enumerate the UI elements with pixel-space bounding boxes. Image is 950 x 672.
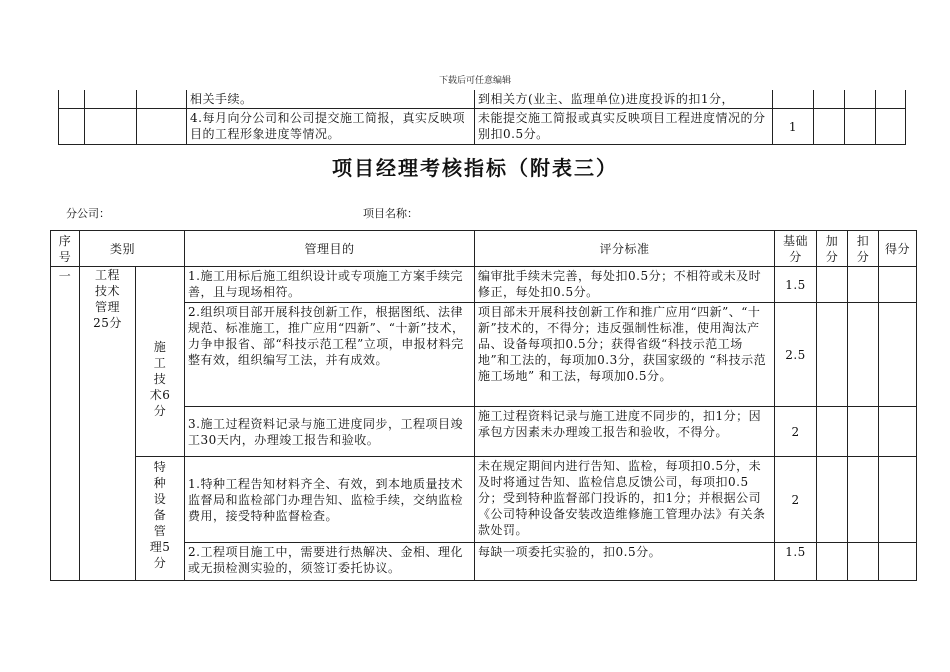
standard-cell: 施工过程资料记录与施工进度不同步的，扣1分；因承包方因素未办理竣工报告和验收，不得分。	[475, 407, 775, 457]
subcategory-construction-tech: 施工技术6分	[136, 303, 185, 457]
standard-cell: 到相关方(业主、监理单位)进度投诉的扣1分，	[475, 90, 773, 109]
table-row	[59, 90, 906, 109]
page-title: 项目经理考核指标（附表三）	[332, 156, 618, 180]
seq-cell: 一	[51, 267, 80, 581]
standard-cell: 项目部未开展科技创新工作和推广应用“四新”、“十新”技术的，不得分；违反强制性标准，使用淘汰产品、设备每项扣0.5分；获得省级“科技示范工场地”和工法的，每项加0.3分，获国家级的 “科技示范施工场地” 和工法，每项加0.5分。	[475, 303, 775, 407]
assessment-table	[50, 230, 917, 581]
purpose-cell: 3.施工过程资料记录与施工进度同步，工程项目竣工30天内，办理竣工报告和验收。	[185, 407, 475, 457]
header-add: 加分	[817, 231, 848, 267]
header-purpose: 管理目的	[185, 231, 475, 267]
base-score-cell: 2	[775, 457, 817, 543]
header-base: 基础分	[775, 231, 817, 267]
table-header-row	[51, 231, 917, 267]
purpose-cell: 2.工程项目施工中，需要进行热解决、金相、理化或无损检测实验的，须签订委托协议。	[185, 543, 475, 581]
header-note: 下载后可任意编辑	[438, 76, 511, 86]
purpose-cell: 4.每月向分公司和公司提交施工简报，真实反映项目的工程形象进度等情况。	[187, 109, 475, 145]
header-deduct: 扣分	[848, 231, 879, 267]
subcategory-special-equipment: 特种设备管理5分	[136, 457, 185, 581]
table-row	[51, 267, 917, 303]
header-score: 得分	[879, 231, 917, 267]
previous-table	[58, 90, 906, 145]
base-score-cell: 2	[775, 407, 817, 457]
header-standard: 评分标准	[475, 231, 775, 267]
table-row	[51, 303, 917, 407]
project-name-label: 项目名称：	[363, 207, 418, 220]
purpose-cell: 1.特种工程告知材料齐全、有效，到本地质量技术监督局和监检部门办理告知、监检手续，交纳监检费用，接受特种监督检查。	[185, 457, 475, 543]
purpose-cell: 相关手续。	[187, 90, 475, 109]
branch-label: 分公司：	[66, 207, 110, 220]
category-main: 工程技术管理25分	[80, 267, 136, 581]
purpose-cell: 1.施工用标后施工组织设计或专项施工方案手续完善，且与现场相符。	[185, 267, 475, 303]
purpose-cell: 2.组织项目部开展科技创新工作，根据图纸、法律规范、标准施工，推广应用“四新”、“十新”技术，力争申报省、部“科技示范工程”立项，申报材料完整有效，组织编写工法，并有成效。	[185, 303, 475, 407]
standard-cell: 编审批手续未完善，每处扣0.5分；不相符或未及时修正，每处扣0.5分。	[475, 267, 775, 303]
base-score-cell: 1.5	[775, 543, 817, 581]
table-row	[51, 457, 917, 543]
standard-cell: 未能提交施工简报或真实反映项目工程进度情况的分别扣0.5分。	[475, 109, 773, 145]
base-score-cell: 2.5	[775, 303, 817, 407]
table-row	[59, 109, 906, 145]
header-seq: 序号	[51, 231, 80, 267]
standard-cell: 每缺一项委托实验的，扣0.5分。	[475, 543, 775, 581]
base-score-cell: 1	[773, 109, 814, 145]
header-category: 类别	[80, 231, 185, 267]
standard-cell: 未在规定期间内进行告知、监检，每项扣0.5分，未及时将通过告知、监检信息反馈公司，每项扣0.5分；受到特种监督部门投诉的，扣1分；并根据公司《公司特种设备安装改造维修施工管理办法》有关条款处罚。	[475, 457, 775, 543]
base-score-cell: 1.5	[775, 267, 817, 303]
